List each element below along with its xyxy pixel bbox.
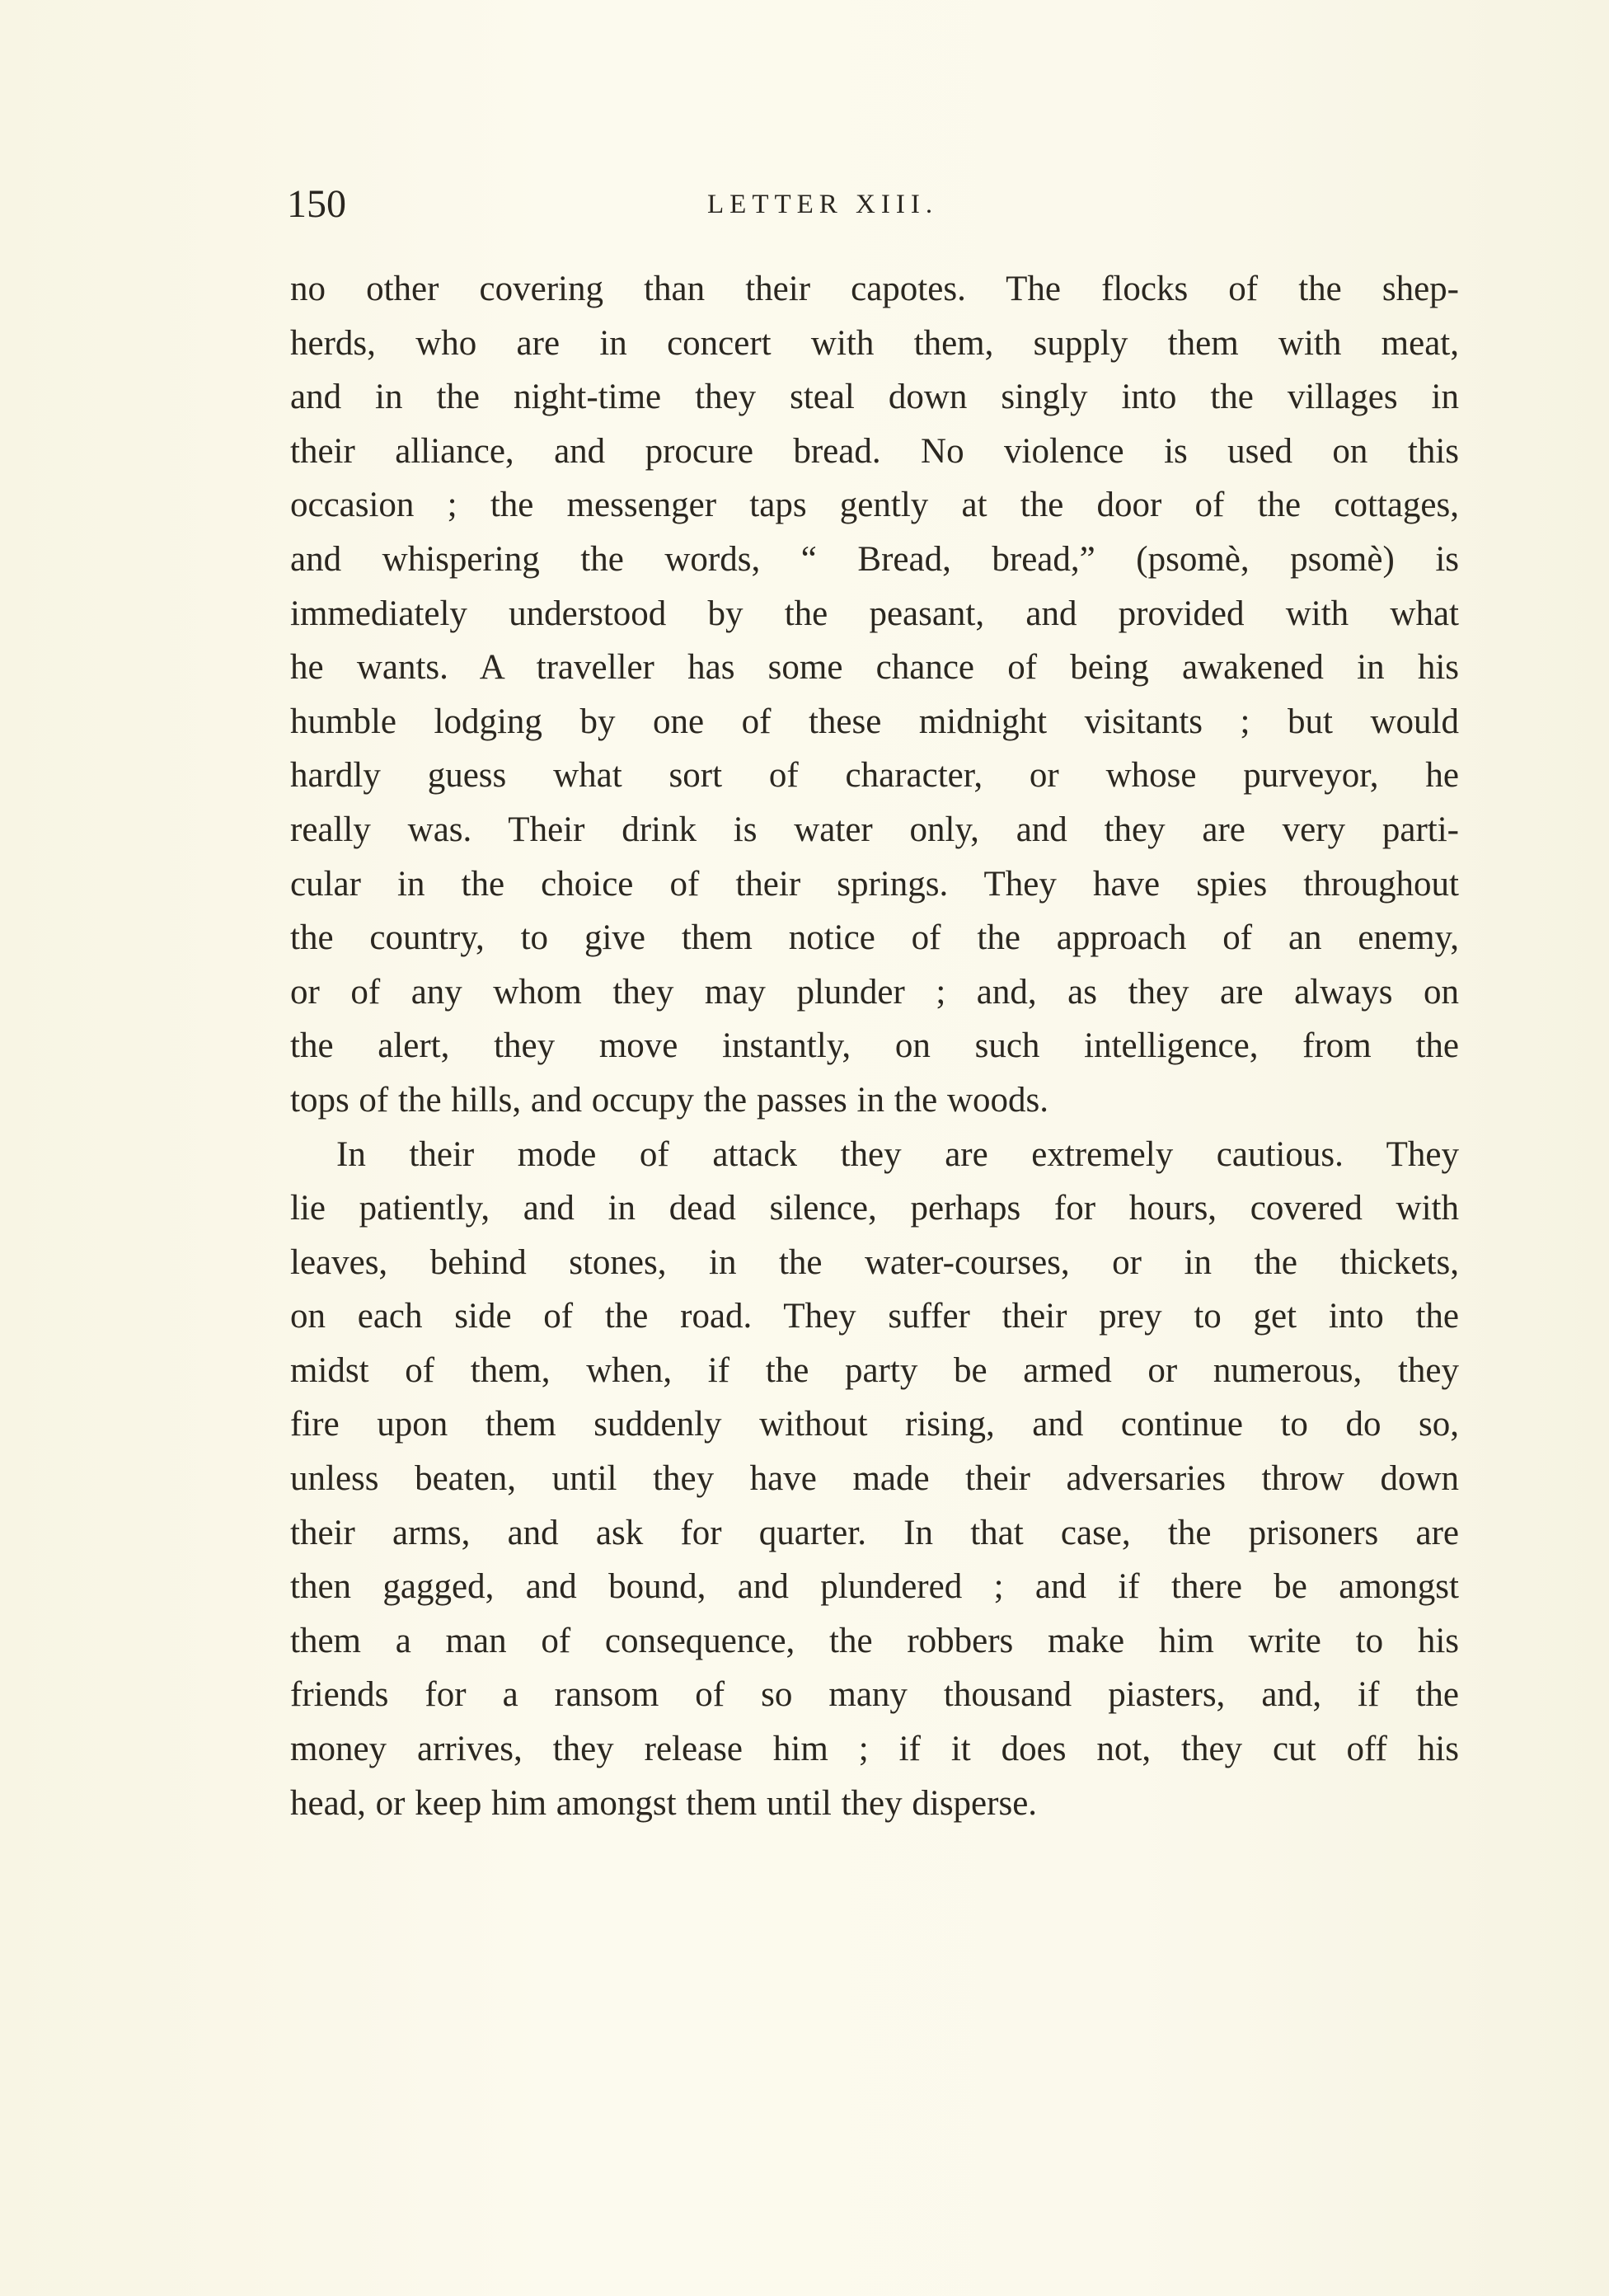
- text-line: then gagged, and bound, and plundered ; and if there be amongst: [290, 1567, 1459, 1607]
- text-line: lie patiently, and in dead silence, perhaps for hours, covered with: [290, 1189, 1459, 1228]
- text-line: humble lodging by one of these midnight visitants ; but would: [290, 702, 1459, 741]
- text-line: and whispering the words, “ Bread, bread,” (psomè, psomè) is: [290, 539, 1459, 579]
- text-line: unless beaten, until they have made their adversaries throw down: [290, 1459, 1459, 1499]
- text-line: hardly guess what sort of character, or whose purveyor, he: [290, 756, 1459, 796]
- text-line: leaves, behind stones, in the water-courses, or in the thickets,: [290, 1242, 1459, 1282]
- text-line: on each side of the road. They suffer their prey to get into the: [290, 1297, 1459, 1336]
- text-line: their alliance, and procure bread. No violence is used on this: [290, 431, 1459, 471]
- text-line: no other covering than their capotes. The flocks of the shep-: [290, 270, 1459, 308]
- paragraph-start-line: In their mode of attack they are extremely cautious. They: [336, 1134, 1459, 1174]
- paragraph-end-line: tops of the hills, and occupy the passes in the woods.: [290, 1080, 1049, 1120]
- paragraph-end-line: head, or keep him amongst them until they disperse.: [290, 1783, 1038, 1823]
- text-line: money arrives, they release him ; if it does not, they cut off his: [290, 1730, 1459, 1769]
- text-line: fire upon them suddenly without rising, and continue to do so,: [290, 1405, 1459, 1444]
- text-line: cular in the choice of their springs. They have spies throughout: [290, 864, 1459, 904]
- text-line: their arms, and ask for quarter. In that case, the prisoners are: [290, 1513, 1459, 1552]
- text-line: the country, to give them notice of the approach of an enemy,: [290, 918, 1459, 958]
- body-text: [290, 262, 1459, 1830]
- text-line: occasion ; the messenger taps gently at the door of the cottages,: [290, 486, 1459, 525]
- text-line: herds, who are in concert with them, supply them with meat,: [290, 323, 1459, 363]
- text-line: friends for a ransom of so many thousand piasters, and, if the: [290, 1675, 1459, 1715]
- running-title: LETTER XIII.: [707, 190, 939, 219]
- text-line: really was. Their drink is water only, and they are very parti-: [290, 810, 1459, 849]
- text-line: the alert, they move instantly, on such intelligence, from the: [290, 1026, 1459, 1066]
- text-line: he wants. A traveller has some chance of being awakened in his: [290, 648, 1459, 688]
- text-line: and in the night-time they steal down singly into the villages in: [290, 378, 1459, 417]
- text-line: them a man of consequence, the robbers make him write to his: [290, 1621, 1459, 1660]
- text-line: or of any whom they may plunder ; and, as they are always on: [290, 972, 1459, 1012]
- running-head: [287, 180, 1457, 229]
- page-number: 150: [287, 182, 346, 226]
- text-line: immediately understood by the peasant, and provided with what: [290, 594, 1459, 633]
- text-line: midst of them, when, if the party be armed or numerous, they: [290, 1350, 1459, 1390]
